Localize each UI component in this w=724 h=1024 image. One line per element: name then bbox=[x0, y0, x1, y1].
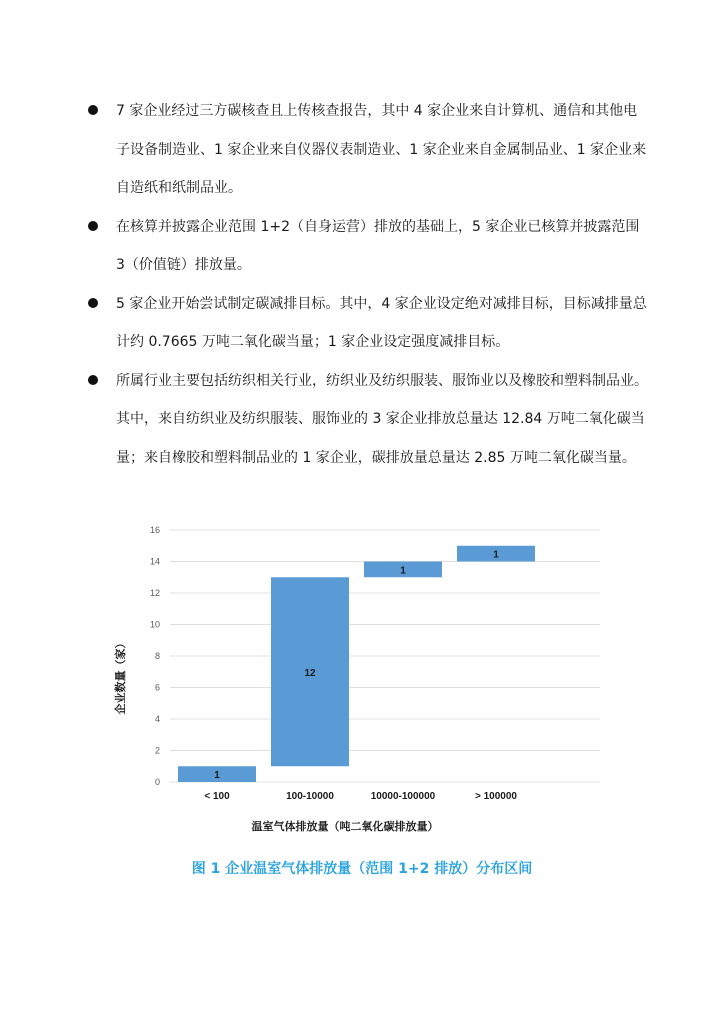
bullet-item bbox=[88, 92, 648, 208]
x-tick-label: < 100 bbox=[204, 791, 230, 802]
x-tick-label: 100-10000 bbox=[286, 791, 334, 802]
bar-data-label: 1 bbox=[214, 770, 220, 782]
bar-data-label: 12 bbox=[304, 667, 316, 679]
bar-data-label: 1 bbox=[493, 549, 499, 561]
bullet-item bbox=[88, 362, 648, 478]
bullet-text: 5 家企业开始尝试制定碳减排目标。其中，4 家企业设定绝对减排目标，目标减排量总计约 0.7665 万吨二氧化碳当量；1 家企业设定强度减排目标。 bbox=[116, 295, 647, 350]
bullet-dot-icon bbox=[88, 375, 98, 385]
bullet-item bbox=[88, 285, 648, 362]
bullet-text: 7 家企业经过三方碳核查且上传核查报告，其中 4 家企业来自计算机、通信和其他电子设备制造业、1 家企业来自仪器仪表制造业、1 家企业来自金属制品业、1 家企业来自造纸和纸制品业。 bbox=[116, 103, 647, 196]
y-tick-label: 14 bbox=[149, 556, 160, 567]
y-tick-label: 12 bbox=[149, 588, 160, 598]
bullet-list bbox=[88, 92, 648, 477]
bar-data-label: 1 bbox=[400, 565, 406, 577]
x-tick-label: > 100000 bbox=[475, 791, 517, 802]
y-tick-label: 16 bbox=[149, 525, 160, 535]
y-tick-label: 6 bbox=[154, 682, 160, 693]
x-tick-label: 10000-100000 bbox=[370, 791, 436, 802]
emissions-distribution-chart bbox=[110, 520, 630, 840]
bullet-dot-icon bbox=[88, 221, 98, 231]
y-tick-label: 0 bbox=[154, 777, 160, 787]
bullet-dot-icon bbox=[88, 105, 98, 115]
y-tick-label: 2 bbox=[154, 745, 160, 756]
x-axis-title: 温室气体排放量（吨二氧化碳排放量） bbox=[251, 820, 439, 833]
y-axis-title: 企业数量（家） bbox=[114, 637, 127, 715]
y-tick-label: 4 bbox=[154, 714, 160, 724]
y-tick-label: 8 bbox=[154, 651, 160, 661]
y-tick-label: 10 bbox=[149, 619, 160, 630]
bullet-dot-icon bbox=[88, 298, 98, 308]
bullet-item bbox=[88, 208, 648, 285]
bullet-text: 在核算并披露企业范围 1+2（自身运营）排放的基础上，5 家企业已核算并披露范围 3（价值链）排放量。 bbox=[116, 218, 640, 273]
figure-caption: 图 1 企业温室气体排放量（范围 1+2 排放）分布区间 bbox=[191, 861, 533, 877]
bullet-text: 所属行业主要包括纺织相关行业，纺织业及纺织服装、服饰业以及橡胶和塑料制品业。其中，来自纺织业及纺织服装、服饰业的 3 家企业排放总量达 12.84 万吨二氧化碳当量；来自橡胶和塑料制品业的 1 家企业，碳排放量总量达 2.85 万吨二氧化碳当量。 bbox=[116, 372, 648, 466]
